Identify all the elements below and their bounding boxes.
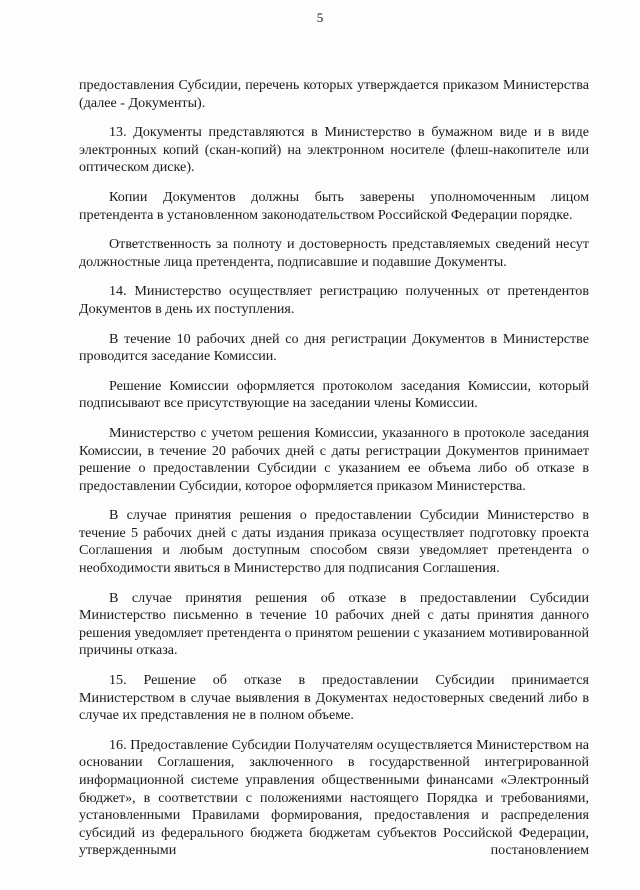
paragraph-commission-decision: Решение Комиссии оформляется протоколом заседания Комиссии, который подписывают все присутствующие на заседании члены Комиссии.	[79, 377, 589, 412]
paragraph-16: 16. Предоставление Субсидии Получателям осуществляется Министерством на основании Соглашения, заключенного в государственной интегрированной информационной системе управления общественными финансами «Электронный бюджет», в соответствии с положениями настоящего Порядка и требованиями, установленными Правилами формирования, предоставления и распределения субсидий из федерального бюджета бюджетам субъектов Российской Федерации, утвержденными постановлением	[79, 736, 589, 859]
paragraph-14: 14. Министерство осуществляет регистрацию полученных от претендентов Документов в день их поступления.	[79, 283, 589, 317]
paragraph-approval-case: В случае принятия решения о предоставлении Субсидии Министерство в течение 5 рабочих дней с даты издания приказа осуществляет подготовку проекта Соглашения и любым доступным способом связи уведомляет претендента о необходимости явиться в Министерство для подписания Соглашения.	[79, 507, 589, 577]
paragraph-continuation: предоставления Субсидии, перечень которых утверждается приказом Министерства (далее - Документы).	[79, 77, 589, 111]
paragraph-13: 13. Документы представляются в Министерство в бумажном виде и в виде электронных копий (скан-копий) на электронном носителе (флеш-накопителе или оптическом диске).	[79, 124, 589, 176]
document-body	[79, 77, 589, 872]
paragraph-commission-meeting: В течение 10 рабочих дней со дня регистрации Документов в Министерстве проводится заседание Комиссии.	[79, 330, 589, 365]
paragraph-15: 15. Решение об отказе в предоставлении Субсидии принимается Министерством в случае выявления в Документах недостоверных сведений либо в случае их представления не в полном объеме.	[79, 672, 589, 724]
paragraph-document-copies: Копии Документов должны быть заверены уполномоченным лицом претендента в установленном законодательством Российской Федерации порядке.	[79, 188, 589, 223]
paragraph-responsibility: Ответственность за полноту и достоверность представляемых сведений несут должностные лица претендента, подписавшие и подавшие Документы.	[79, 236, 589, 270]
paragraph-ministry-decision: Министерство с учетом решения Комиссии, указанного в протоколе заседания Комиссии, в течение 20 рабочих дней с даты регистрации Документов принимает решение о предоставлении Субсидии с указанием ее объема либо об отказе в предоставлении Субсидии, которое оформляется приказом Министерства.	[79, 424, 589, 494]
paragraph-refusal-case: В случае принятия решения об отказе в предоставлении Субсидии Министерство письменно в течение 10 рабочих дней с даты принятия данного решения уведомляет претендента о принятом решении с указанием мотивированной причины отказа.	[79, 589, 589, 659]
page-number: 5	[316, 10, 324, 25]
